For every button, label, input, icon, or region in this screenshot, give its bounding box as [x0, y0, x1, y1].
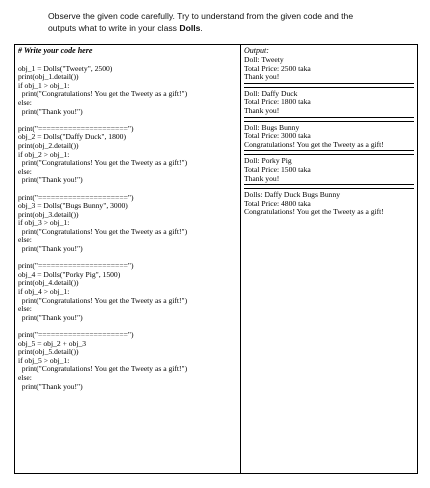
instructions-line-2-suffix: .: [200, 23, 203, 33]
output-line: Doll: Bugs Bunny: [244, 122, 300, 132]
output-header: Output:: [244, 46, 269, 55]
code-line: print(obj_5.detail()): [18, 347, 79, 357]
code-line: print("Thank you!"): [18, 106, 83, 116]
code-line: if obj_3 > obj_1:: [18, 218, 70, 228]
output-line: Thank you!: [244, 105, 280, 115]
instructions: [48, 10, 408, 34]
code-line: print("Thank you!"): [18, 381, 83, 391]
code-line: obj_5 = obj_2 + obj_3: [18, 338, 87, 348]
output-line: Congratulations! You get the Tweety as a gift!: [244, 139, 384, 149]
code-line: print("Congratulations! You get the Tweety as a gift!"): [18, 158, 188, 168]
code-line: print("====================="): [18, 123, 134, 133]
code-line: print("Thank you!"): [18, 244, 83, 254]
code-line: print("Thank you!"): [18, 312, 83, 322]
output-line: Congratulations! You get the Tweety as a gift!: [244, 207, 384, 217]
code-line: if obj_1 > obj_1:: [18, 80, 70, 90]
code-line: print(obj_1.detail()): [18, 72, 79, 82]
code-line: else:: [18, 166, 32, 176]
code-line: if obj_2 > obj_1:: [18, 149, 70, 159]
output-line: Total Price: 4800 taka: [244, 198, 311, 208]
output-cell: [241, 45, 418, 474]
class-name: Dolls: [179, 23, 201, 33]
output-line: Doll: Daffy Duck: [244, 88, 298, 98]
code-line: print("====================="): [18, 330, 134, 339]
output-line: Total Price: 3000 taka: [244, 131, 311, 141]
output-line: Total Price: 1500 taka: [244, 164, 311, 174]
code-line: else:: [18, 235, 32, 245]
code-line: print("Thank you!"): [18, 175, 83, 185]
code-line: else:: [18, 97, 32, 107]
output-line: Dolls: Daffy Duck Bugs Bunny: [244, 190, 341, 200]
code-header: # Write your code here: [18, 46, 93, 55]
output-separator: [244, 184, 414, 189]
code-line: print("Congratulations! You get the Tweety as a gift!"): [18, 364, 188, 374]
code-line: print("Congratulations! You get the Tweety as a gift!"): [18, 226, 188, 236]
code-line: print(obj_2.detail()): [18, 140, 79, 150]
code-cell: [15, 45, 241, 474]
code-output-table: [14, 44, 418, 474]
code-line: print("Congratulations! You get the Tweety as a gift!"): [18, 89, 188, 99]
code-line: if obj_5 > obj_1:: [18, 355, 70, 365]
output-separator: [244, 150, 414, 155]
output-separator: [244, 83, 414, 88]
code-line: print("Congratulations! You get the Tweety as a gift!"): [18, 295, 188, 305]
output-line: Thank you!: [244, 173, 280, 183]
instructions-line-1: Observe the given code carefully. Try to understand from the given code and the: [48, 11, 354, 21]
code-line: print(obj_4.detail()): [18, 278, 79, 288]
code-area: [15, 56, 240, 391]
code-line: if obj_4 > obj_1:: [18, 287, 70, 297]
code-line: else:: [18, 304, 32, 314]
output-line: Doll: Porky Pig: [244, 156, 292, 166]
output-area: [241, 56, 417, 217]
output-line: Thank you!: [244, 72, 280, 82]
code-line: print(obj_3.detail()): [18, 209, 79, 219]
instructions-line-2: [48, 22, 408, 34]
output-line: Total Price: 2500 taka: [244, 63, 311, 73]
instructions-line-2-prefix: outputs what to write in your class: [48, 23, 180, 33]
code-line: obj_3 = Dolls("Bugs Bunny", 3000): [18, 201, 128, 211]
output-line: Total Price: 1800 taka: [244, 97, 311, 107]
code-line: print("====================="): [18, 192, 134, 202]
code-line: obj_4 = Dolls("Porky Pig", 1500): [18, 269, 121, 279]
code-line: obj_1 = Dolls("Tweety", 2500): [18, 63, 113, 73]
output-line: Doll: Tweety: [244, 55, 284, 64]
code-line: obj_2 = Dolls("Daffy Duck", 1800): [18, 132, 126, 142]
code-line: else:: [18, 372, 32, 382]
output-separator: [244, 117, 414, 122]
code-line: print("====================="): [18, 261, 134, 271]
